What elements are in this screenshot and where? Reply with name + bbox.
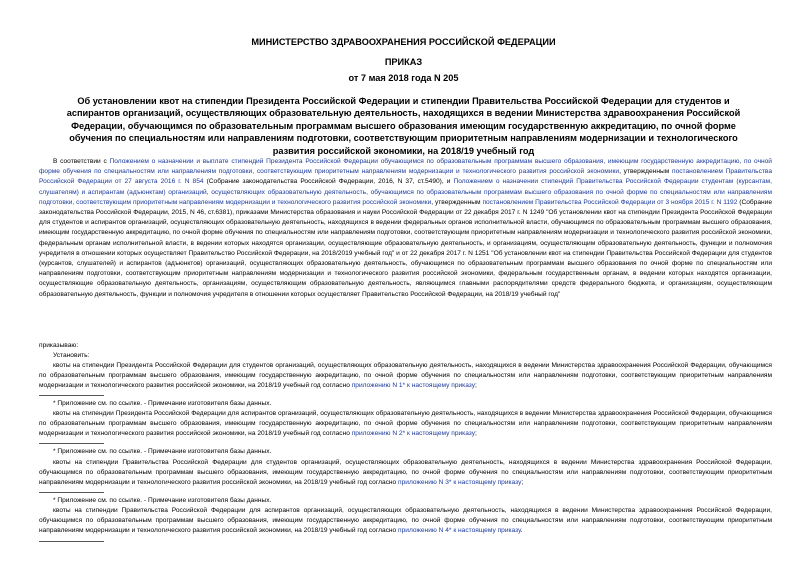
preamble-text: , утвержденным bbox=[431, 198, 483, 206]
link-appendix-3[interactable]: приложению N 3* к настоящему приказу bbox=[398, 479, 522, 487]
quota-end: ; bbox=[475, 382, 477, 390]
footnote-separator bbox=[39, 492, 104, 493]
quota-paragraph bbox=[39, 458, 772, 489]
quota-paragraph bbox=[39, 361, 772, 392]
order-verb: приказываю: bbox=[39, 342, 79, 349]
footnote: * Приложение см. по ссылке. - Примечание изготовителя базы данных. bbox=[53, 400, 272, 407]
preamble-text: (Собрание законодательства Российской Федерации, 2015, N 46, ст.6381), приказами Министерства образования и науки Российской Федерации от 22 декабря 2017 г. N 1249 "Об установлении квот на стипендии Президента Российской Федерации для студентов и аспирантов организаций, осуществляющих образовательную деятельность, находящихся в ведении федеральных органов исполнительной власти, обучающимся по образовательным программам высшего образования, имеющим государственную аккредитацию, по очной форме обучения по специальностям или направлениям подготовки, соответствующим приоритетным направлениям модернизации и технологического развития российской экономики, федеральным органам исполнительной власти, в ведении которых находятся организации, осуществляющие образовательную деятельность, и организациям, осуществляющим образовательную деятельность, функции и полномочия учредителя в отношении которых осуществляет Правительство Российской Федерации, на 2018/2019 учебный год" и от 22 декабря 2017 г. N 1251 "Об установлении квот на стипендии Правительства Российской Федерации для студентов (курсантов, слушателей) и аспирантов (адъюнктов) организаций, осуществляющих образовательную деятельность, обучающимся по образовательным программам высшего образования по очной форме по специальностям или направлениям подготовки, соответствующим приоритетным направлениям модернизации и технологического развития российской экономики, федеральным государственным органам, в ведении которых находятся организации, осуществляющие образовательную деятельность, организациям, осуществляющим образовательную деятельность, являющимся главными распорядителями средств федерального бюджета, и организациям, осуществляющим образовательную деятельность, функции и полномочия учредителя в отношении которых осуществляет Правительство Российской Федерации, на 2018/19 учебный год" bbox=[39, 198, 772, 298]
quota-text: квоты на стипендии Правительства Российской Федерации для студентов организаций, осуществляющих образовательную деятельность, находящихся в ведении Министерства здравоохранения Российской Федерации, обучающимся по образовательным программам высшего образования, имеющим государственную аккредитацию, по очной форме обучения по специальностям или направлениям подготовки, соответствующим приоритетным направлениям модернизации и технологического развития российской экономики, на 2018/19 учебный год согласно bbox=[39, 459, 772, 487]
footnote: * Приложение см. по ссылке. - Примечание изготовителя базы данных. bbox=[53, 497, 272, 504]
footnote-separator bbox=[39, 541, 104, 542]
preamble-paragraph bbox=[39, 157, 772, 300]
ministry-name: МИНИСТЕРСТВО ЗДРАВООХРАНЕНИЯ РОССИЙСКОЙ ФЕДЕРАЦИИ bbox=[251, 37, 556, 47]
footnote-separator bbox=[39, 395, 104, 396]
quota-text: квоты на стипендии Правительства Российской Федерации для аспирантов организаций, осуществляющих образовательную деятельность, находящихся в ведении Министерства здравоохранения Российской Федерации, обучающимся по образовательным программам высшего образования, имеющим государственную аккредитацию, по очной форме обучения по специальностям или направлениям подготовки, соответствующим приоритетным направлениям модернизации и технологического развития российской экономики, на 2018/19 учебный год согласно bbox=[39, 507, 772, 535]
quota-text: квоты на стипендии Президента Российской Федерации для аспирантов организаций, осуществляющих образовательную деятельность, находящихся в ведении Министерства здравоохранения Российской Федерации, обучающимся по образовательным программам высшего образования, имеющим государственную аккредитацию, по очной форме обучения по специальностям или направлениям подготовки, соответствующим приоритетным направлениям модернизации и технологического развития российской экономики, на 2018/19 учебный год согласно bbox=[39, 410, 772, 438]
document-type: ПРИКАЗ bbox=[384, 57, 423, 67]
quota-paragraph bbox=[39, 409, 772, 440]
preamble-text: , утвержденным bbox=[619, 168, 673, 176]
quota-end: ; bbox=[475, 430, 477, 438]
quota-text: квоты на стипендии Президента Российской Федерации для студентов организаций, осуществляющих образовательную деятельность, находящихся в ведении Министерства здравоохранения Российской Федерации, обучающимся по образовательным программам высшего образования, имеющим государственную аккредитацию, по очной форме обучения по специальностям или направлениям подготовки, соответствующим приоритетным направлениям модернизации и технологического развития российской экономики, на 2018/19 учебный год согласно bbox=[39, 362, 772, 390]
link-appendix-4[interactable]: приложению N 4* к настоящему приказу bbox=[398, 527, 521, 535]
preamble-text: (Собрание законодательства Российской Федерации, 2016, N 37, ст.5490), и bbox=[203, 178, 454, 186]
quota-paragraph bbox=[39, 506, 772, 537]
link-decree-854[interactable]: постановлением Правительства Российской Федерации от 27 августа 2016 г. N 854 bbox=[39, 168, 772, 186]
establish-label: Установить: bbox=[53, 352, 90, 359]
link-regulation-president-stipends[interactable]: Положением о назначении и выплате стипендий Президента Российской Федерации обучающимся по образовательным программам высшего образования, имеющим государственную аккредитацию, по очной форме обучения по специальностям или направлениям подготовки, соответствующим приоритетным направлениям модернизации и технологического развития российской экономики bbox=[39, 158, 772, 176]
footnote-separator bbox=[39, 443, 104, 444]
quota-end: ; bbox=[521, 479, 524, 487]
document-title: Об установлении квот на стипендии Президента Российской Федерации и стипендии Правительства Российской Федерации для студентов и аспирантов организаций, осуществляющих образовательную деятельность, находящихся в ведении Министерства здравоохранения Российской Федерации, обучающимся по образовательным программам высшего образования имеющим государственную аккредитацию, по очной форме обучения по специальностям или направлениям подготовки, соответствующим приоритетным направлениям модернизации и технологического развития российской экономики, на 2018/19 учебный год bbox=[66, 96, 741, 156]
preamble-text: В соответствии с bbox=[53, 158, 110, 165]
quota-end: . bbox=[520, 527, 523, 535]
link-appendix-2[interactable]: приложению N 2* к настоящему приказу bbox=[351, 430, 476, 438]
link-decree-1192[interactable]: постановлением Правительства Российской Федерации от 3 ноября 2015 г. N 1192 bbox=[482, 198, 738, 206]
footnote: * Приложение см. по ссылке. - Примечание изготовителя базы данных. bbox=[53, 448, 272, 455]
link-regulation-government-stipends[interactable]: Положением о назначении стипендий Правительства Российской Федерации студентам (курсантам, слушателям) и аспирантам (адъюнктам) организаций, осуществляющих образовательную деятельность, обучающимся по образовательным программам высшего образования по очной форме по специальностям или направлениям подготовки, соответствующим приоритетным направлениям модернизации и технологического развития российской экономики bbox=[39, 178, 772, 206]
link-appendix-1[interactable]: приложению N 1* к настоящему приказу bbox=[351, 382, 476, 390]
document-date-number: от 7 мая 2018 года N 205 bbox=[348, 73, 459, 83]
